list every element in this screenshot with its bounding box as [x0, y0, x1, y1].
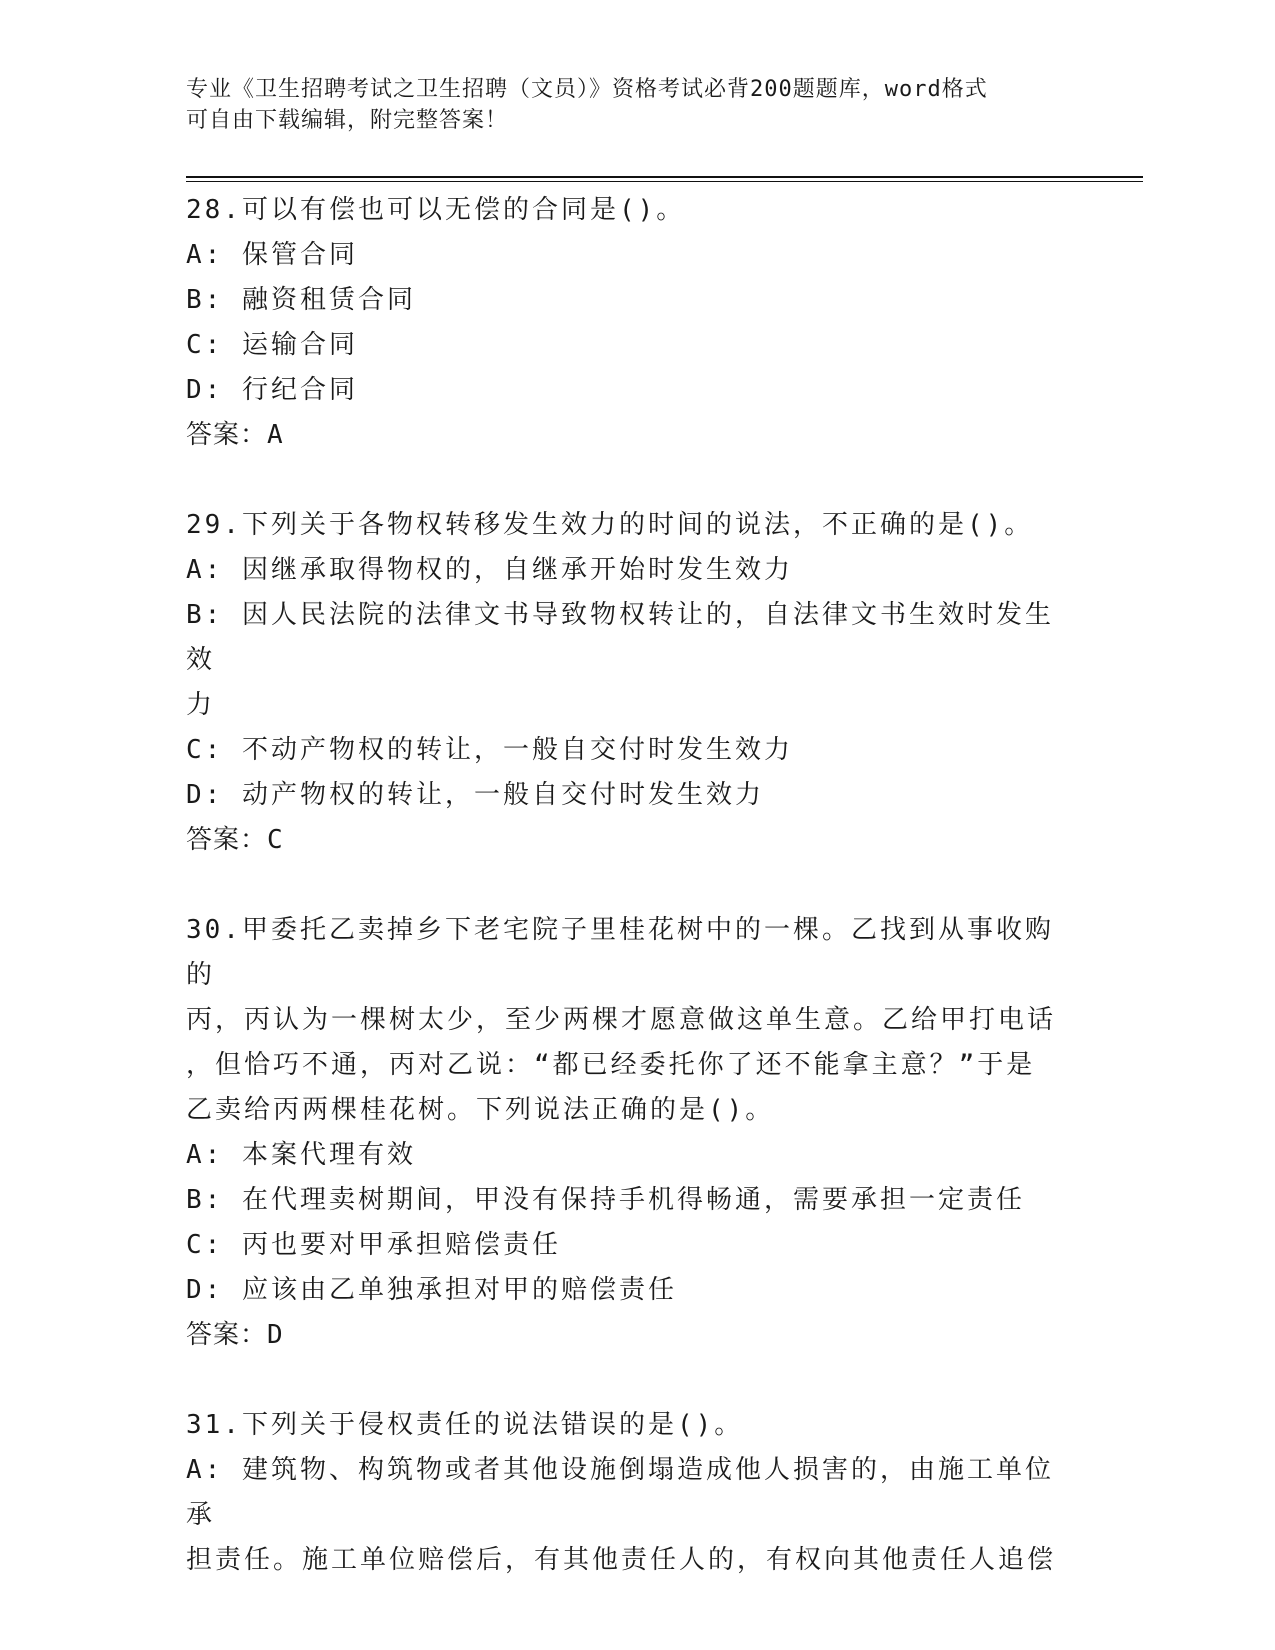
answer-line — [186, 1313, 1066, 1358]
question-stem: 30.甲委托乙卖掉乡下老宅院子里桂花树中的一棵。乙找到从事收购的 — [186, 915, 1054, 990]
option-a-continued: 担责任。施工单位赔偿后，有其他责任人的，有权向其他责任人追偿 — [186, 1545, 1057, 1575]
question-list — [186, 188, 1066, 1583]
option-d: D: 行纪合同 — [186, 375, 358, 405]
answer-label: 答案： — [186, 420, 268, 450]
answer-value: D — [267, 1320, 284, 1350]
question-stem: 28.可以有偿也可以无偿的合同是()。 — [186, 195, 686, 225]
option-c: C: 不动产物权的转让，一般自交付时发生效力 — [186, 735, 793, 765]
option-b: B: 因人民法院的法律文书导致物权转让的，自法律文书生效时发生效 — [186, 600, 1054, 675]
question-stem-line-4: 乙卖给丙两棵桂花树。下列说法正确的是()。 — [186, 1095, 775, 1125]
answer-value: C — [267, 825, 284, 855]
question-stem-line-3: ，但恰巧不通，丙对乙说：“都已经委托你了还不能拿主意？”于是 — [186, 1050, 1036, 1080]
spacer — [186, 1358, 1066, 1403]
answer-line — [186, 413, 1066, 458]
document-header — [186, 74, 1066, 136]
header-line-1: 专业《卫生招聘考试之卫生招聘（文员）》资格考试必背200题题库，word格式 — [186, 77, 988, 102]
option-c: C: 运输合同 — [186, 330, 358, 360]
answer-line — [186, 818, 1066, 863]
question-stem: 29.下列关于各物权转移发生效力的时间的说法，不正确的是()。 — [186, 510, 1034, 540]
option-c: C: 丙也要对甲承担赔偿责任 — [186, 1230, 561, 1260]
option-a: A: 保管合同 — [186, 240, 358, 270]
question-31 — [186, 1403, 1066, 1583]
spacer — [186, 863, 1066, 908]
option-b: B: 融资租赁合同 — [186, 285, 416, 315]
question-stem: 31.下列关于侵权责任的说法错误的是()。 — [186, 1410, 744, 1440]
answer-value: A — [267, 420, 284, 450]
header-line-2: 可自由下载编辑，附完整答案！ — [186, 108, 509, 133]
question-stem-line-2: 丙，丙认为一棵树太少，至少两棵才愿意做这单生意。乙给甲打电话 — [186, 1005, 1057, 1035]
option-a: A: 建筑物、构筑物或者其他设施倒塌造成他人损害的，由施工单位承 — [186, 1455, 1054, 1530]
option-a: A: 本案代理有效 — [186, 1140, 416, 1170]
option-d: D: 动产物权的转让，一般自交付时发生效力 — [186, 780, 764, 810]
option-b: B: 在代理卖树期间，甲没有保持手机得畅通，需要承担一定责任 — [186, 1185, 1025, 1215]
answer-label: 答案： — [186, 1320, 268, 1350]
header-rule-thick — [186, 176, 1143, 178]
option-a: A: 因继承取得物权的，自继承开始时发生效力 — [186, 555, 793, 585]
question-28 — [186, 188, 1066, 458]
question-29 — [186, 503, 1066, 863]
answer-label: 答案： — [186, 825, 268, 855]
option-d: D: 应该由乙单独承担对甲的赔偿责任 — [186, 1275, 677, 1305]
header-rule-thin — [186, 181, 1143, 182]
question-30 — [186, 908, 1066, 1358]
option-b-continued: 力 — [186, 690, 216, 720]
spacer — [186, 458, 1066, 503]
